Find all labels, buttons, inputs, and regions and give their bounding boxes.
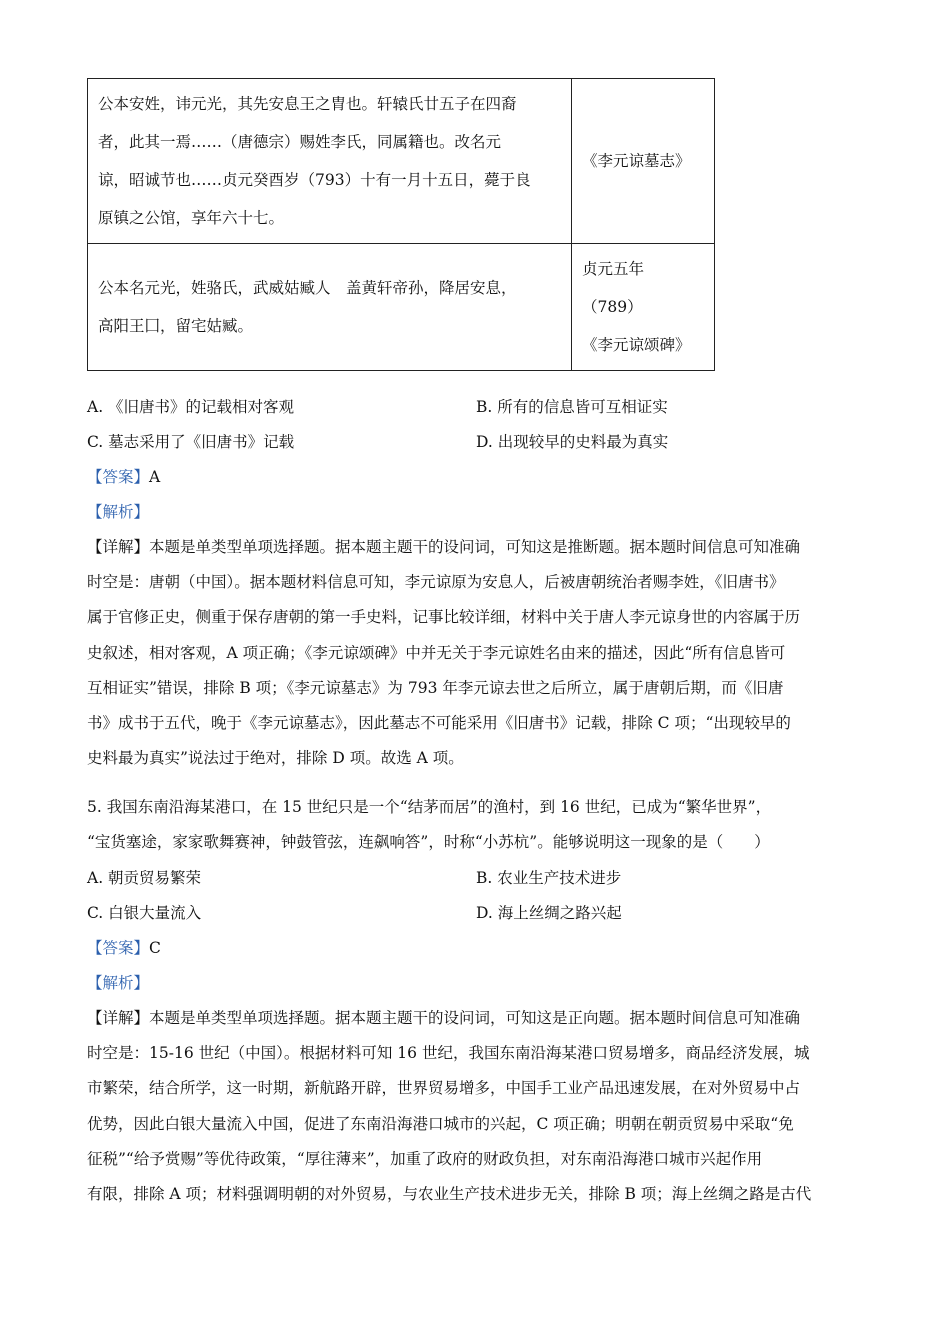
q5-option-a: A. 朝贡贸易繁荣: [87, 869, 202, 887]
table-cell-text: [88, 244, 572, 371]
detail-tag: 【详解】: [87, 538, 150, 556]
q5-stem: [87, 790, 863, 860]
detail-line: 市繁荣，结合所学，这一时期，新航路开辟，世界贸易增多，中国手工业产品迅速发展，在对外贸易中占: [87, 1079, 801, 1098]
detail-text: 本题是单类型单项选择题。据本题主题干的设问词，可知这是正向题。据本题时间信息可知准确: [149, 1009, 801, 1027]
q4-detail: [87, 530, 863, 776]
text-line: 高阳王囗，留宅姑臧。: [98, 317, 254, 335]
stem-line: 5. 我国东南沿海某港口，在 15 世纪只是一个“结茅而居”的渔村，到 16 世纪，已成为“繁华世界”，: [87, 798, 772, 816]
analysis-tag: 【解析】: [87, 974, 150, 992]
text-line: 者，此其一焉……（唐德宗）赐姓李氏，同属籍也。改名元: [98, 133, 502, 151]
text-line: 公本安姓，讳元光，其先安息王之胄也。轩辕氏廿五子在四裔: [98, 95, 517, 113]
q5-option-b: B. 农业生产技术进步: [476, 869, 622, 887]
q4-options-row-1: [87, 392, 867, 422]
detail-line: 时空是：唐朝（中国）。据本题材料信息可知，李元谅原为安息人，后被唐朝统治者赐李姓，《旧唐书》: [87, 573, 785, 592]
q4-option-d: D. 出现较早的史料最为真实: [476, 433, 669, 451]
answer-value: C: [149, 939, 161, 957]
q4-option-b: B. 所有的信息皆可互相证实: [476, 398, 668, 416]
q5-option-c: C. 白银大量流入: [87, 904, 202, 922]
q5-analysis-heading: [87, 968, 149, 998]
source-table: [87, 78, 715, 371]
text-line: 原镇之公馆，享年六十七。: [98, 209, 285, 227]
q5-answer: [87, 933, 161, 963]
text-line: 公本名元光，姓骆氏，武威姑臧人 盖黄轩帝孙，降居安息，: [98, 279, 517, 297]
table-cell-source: [572, 244, 715, 371]
detail-line: [87, 1001, 863, 1036]
stem-line: “宝货塞途，家家歌舞赛神，钟鼓管弦，连飙响答”，时称“小苏杭”。能够说明这一现象的是（ ）: [87, 833, 770, 852]
q4-option-a: A. 《旧唐书》的记载相对客观: [87, 398, 295, 416]
q4-option-c: C. 墓志采用了《旧唐书》记载: [87, 433, 295, 451]
q5-options-row-1: [87, 863, 867, 893]
answer-tag: 【答案】: [87, 468, 150, 486]
text-line: 谅，昭诚节也……贞元癸酉岁（793）十有一月十五日，薨于良: [98, 171, 531, 189]
q4-answer: [87, 462, 160, 492]
detail-line: 书》成书于五代，晚于《李元谅墓志》，因此墓志不可能采用《旧唐书》记载，排除 C 项；“出现较早的: [87, 713, 791, 732]
detail-line: 征税”“给予赏赐”等优待政策，“厚往薄来”，加重了政府的财政负担，对东南沿海港口城市兴起作用: [87, 1149, 763, 1168]
detail-line: 有限，排除 A 项；材料强调明朝的对外贸易，与农业生产技术进步无关，排除 B 项；海上丝绸之路是古代: [87, 1184, 812, 1203]
table-cell-source: [572, 79, 715, 244]
table-cell-text: [88, 79, 572, 244]
detail-line: 优势，因此白银大量流入中国，促进了东南沿海港口城市的兴起，C 项正确；明朝在朝贡贸易中采取“免: [87, 1114, 794, 1133]
detail-line: 史叙述，相对客观，A 项正确；《李元谅颂碑》中并无关于李元谅姓名由来的描述，因此“所有信息皆可: [87, 643, 786, 662]
source-line: （789）: [582, 298, 643, 316]
detail-tag: 【详解】: [87, 1009, 150, 1027]
analysis-tag: 【解析】: [87, 503, 150, 521]
source-line: 《李元谅墓志》: [582, 152, 691, 170]
q4-options-row-2: [87, 427, 867, 457]
detail-text: 本题是单类型单项选择题。据本题主题干的设问词，可知这是推断题。据本题时间信息可知准确: [149, 538, 801, 556]
detail-line: 时空是：15-16 世纪（中国）。根据材料可知 16 世纪，我国东南沿海某港口贸易增多，商品经济发展，城: [87, 1044, 810, 1063]
table-row: [88, 79, 715, 244]
q5-option-d: D. 海上丝绸之路兴起: [476, 904, 622, 922]
source-line: 贞元五年: [582, 260, 645, 278]
detail-line: [87, 530, 863, 565]
q4-analysis-heading: [87, 497, 149, 527]
answer-tag: 【答案】: [87, 939, 150, 957]
table-row: [88, 244, 715, 371]
source-line: 《李元谅颂碑》: [582, 336, 691, 354]
q5-detail: [87, 1001, 863, 1212]
detail-line: 史料最为真实”说法过于绝对，排除 D 项。故选 A 项。: [87, 749, 464, 768]
detail-line: 互相证实”错误，排除 B 项；《李元谅墓志》为 793 年李元谅去世之后所立，属于唐朝后期，而《旧唐: [87, 678, 784, 697]
q5-options-row-2: [87, 898, 867, 928]
answer-value: A: [149, 468, 161, 486]
detail-line: 属于官修正史，侧重于保存唐朝的第一手史料，记事比较详细，材料中关于唐人李元谅身世的内容属于历: [87, 608, 801, 627]
